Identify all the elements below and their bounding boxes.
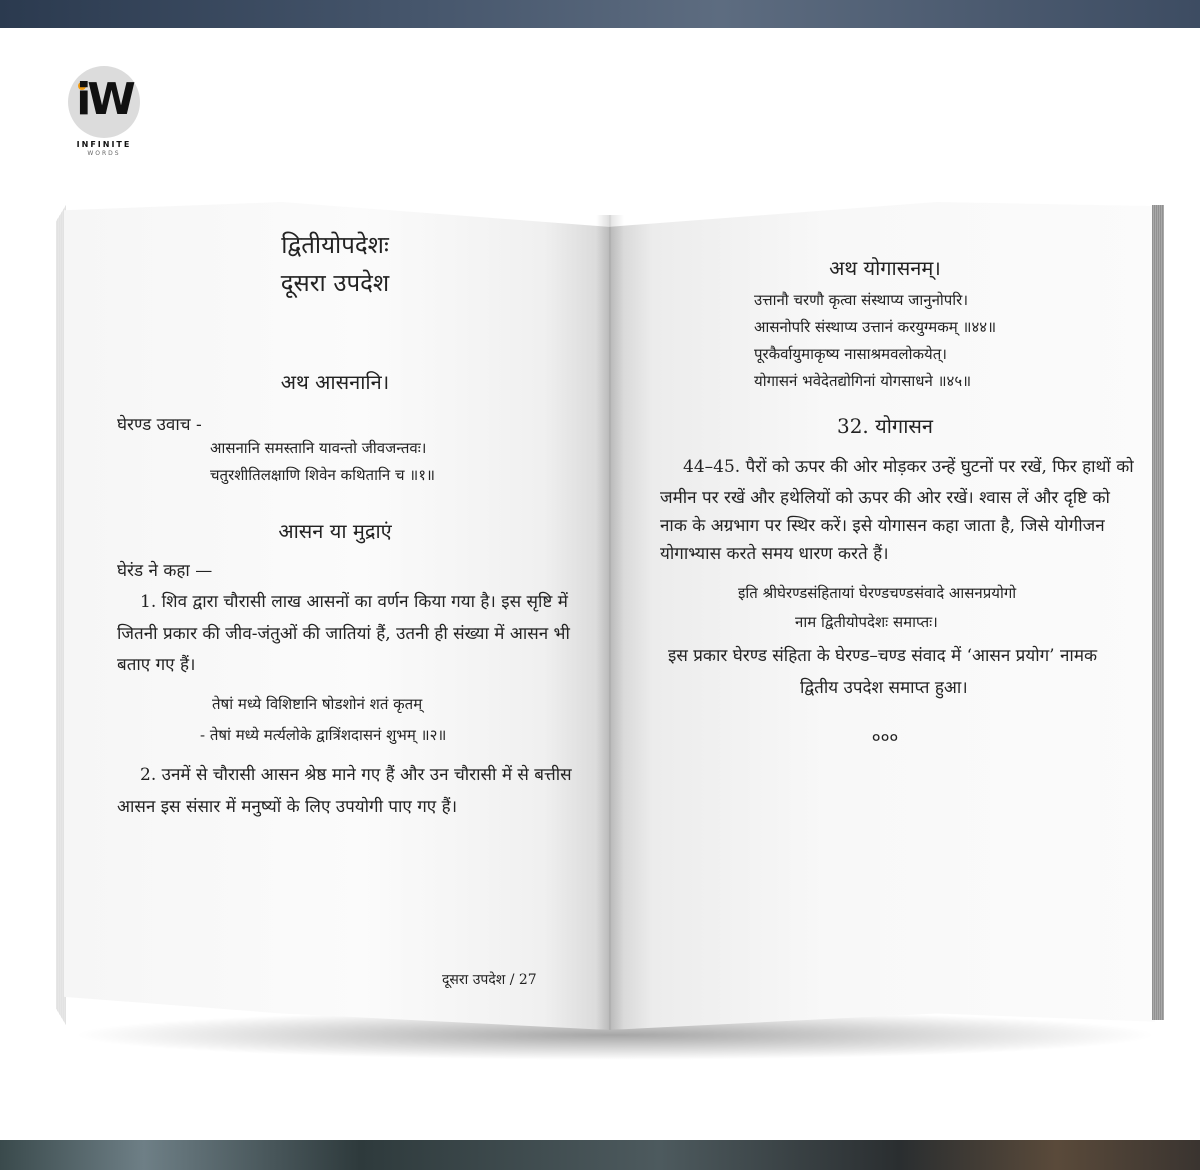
speaker-line: घेरण्ड उवाच - (117, 415, 202, 435)
paragraph-2-line-1: 2. उनमें से चौरासी आसन श्रेष्ठ माने गए हैं और उन चौरासी में से बत्तीस (140, 765, 572, 785)
left-page (64, 202, 609, 1030)
verse-2-line-1: तेषां मध्ये विशिष्टानि षोडशोनं शतं कृतम् (212, 695, 423, 713)
paragraph-right-line-3: नाक के अग्रभाग पर स्थिर करें। इसे योगासन कहा जाता है, जिसे योगीजन (660, 516, 1105, 536)
ornament: ००० (871, 728, 899, 748)
page-footer: दूसरा उपदेश / 27 (442, 972, 537, 988)
paragraph-1-line-3: बताए गए हैं। (117, 655, 196, 675)
chapter-title-hindi: दूसरा उपदेश (280, 269, 390, 297)
paragraph-1-line-2: जितनी प्रकार की जीव-जंतुओं की जातियां हैं, उतनी ही संख्या में आसन भी (117, 624, 570, 644)
closing-line-1: इस प्रकार घेरण्ड संहिता के घेरण्ड–चण्ड संवाद में ‘आसन प्रयोग’ नामक (668, 646, 1098, 666)
section-heading-left: अथ आसनानि। (280, 370, 390, 394)
verse-45-line-2: योगासनं भवेदेतद्योगिनां योगसाधने ॥४५॥ (754, 372, 972, 390)
colophon-line-1: इति श्रीघेरण्डसंहितायां घेरण्डचण्डसंवादे आसनप्रयोगो (738, 584, 1017, 602)
section-heading-right: अथ योगासनम्। (829, 256, 941, 280)
verse-44-line-1: उत्तानौ चरणौ कृत्वा संस्थाप्य जानुनोपरि। (754, 291, 968, 309)
paragraph-right-line-4: योगाभ्यास करते समय धारण करते हैं। (660, 544, 889, 564)
verse-2-line-2: - तेषां मध्ये मर्त्यलोके द्वात्रिंशदासनं शुभम् ॥२॥ (200, 726, 447, 744)
verse-44-line-2: आसनोपरि संस्थाप्य उत्तानं करयुग्मकम् ॥४४॥ (754, 318, 997, 336)
paragraph-1-line-1: 1. शिव द्वारा चौरासी लाख आसनों का वर्णन किया गया है। इस सृष्टि में (140, 592, 568, 612)
closing-line-2: द्वितीय उपदेश समाप्त हुआ। (800, 678, 968, 698)
paragraph-right-line-2: जमीन पर रखें और हथेलियों को ऊपर की ओर रखें। श्वास लें और दृष्टि को (660, 488, 1110, 508)
speaker-hindi: घेरंड ने कहा — (117, 561, 213, 581)
logo-text-words: WORDS (87, 150, 121, 157)
right-page-stack (1152, 205, 1164, 1020)
chapter-title-sanskrit: द्वितीयोपदेशः (281, 231, 389, 259)
logo-text-infinite: INFINITE (76, 140, 132, 149)
book-spine (596, 215, 624, 1030)
verse-1-line-2: चतुरशीतिलक्षाणि शिवेन कथितानि च ॥१॥ (210, 466, 436, 484)
paragraph-right-line-1: 44–45. पैरों को ऊपर की ओर मोड़कर उन्हें घुटनों पर रखें, फिर हाथों को (683, 457, 1134, 477)
subheading-left: आसन या मुद्राएं (278, 519, 392, 543)
paragraph-2-line-2: आसन इस संसार में मनुष्यों के लिए उपयोगी पाए गए हैं। (117, 797, 458, 817)
subheading-right: 32. योगासन (836, 414, 933, 438)
verse-45-line-1: पूरकैर्वायुमाकृष्य नासाश्रमवलोकयेत्। (754, 345, 947, 363)
verse-1-line-1: आसनानि समस्तानि यावन्तो जीवजन्तवः। (210, 439, 427, 457)
colophon-line-2: नाम द्वितीयोपदेशः समाप्तः। (795, 613, 938, 631)
logo-mark: iW (76, 74, 132, 125)
